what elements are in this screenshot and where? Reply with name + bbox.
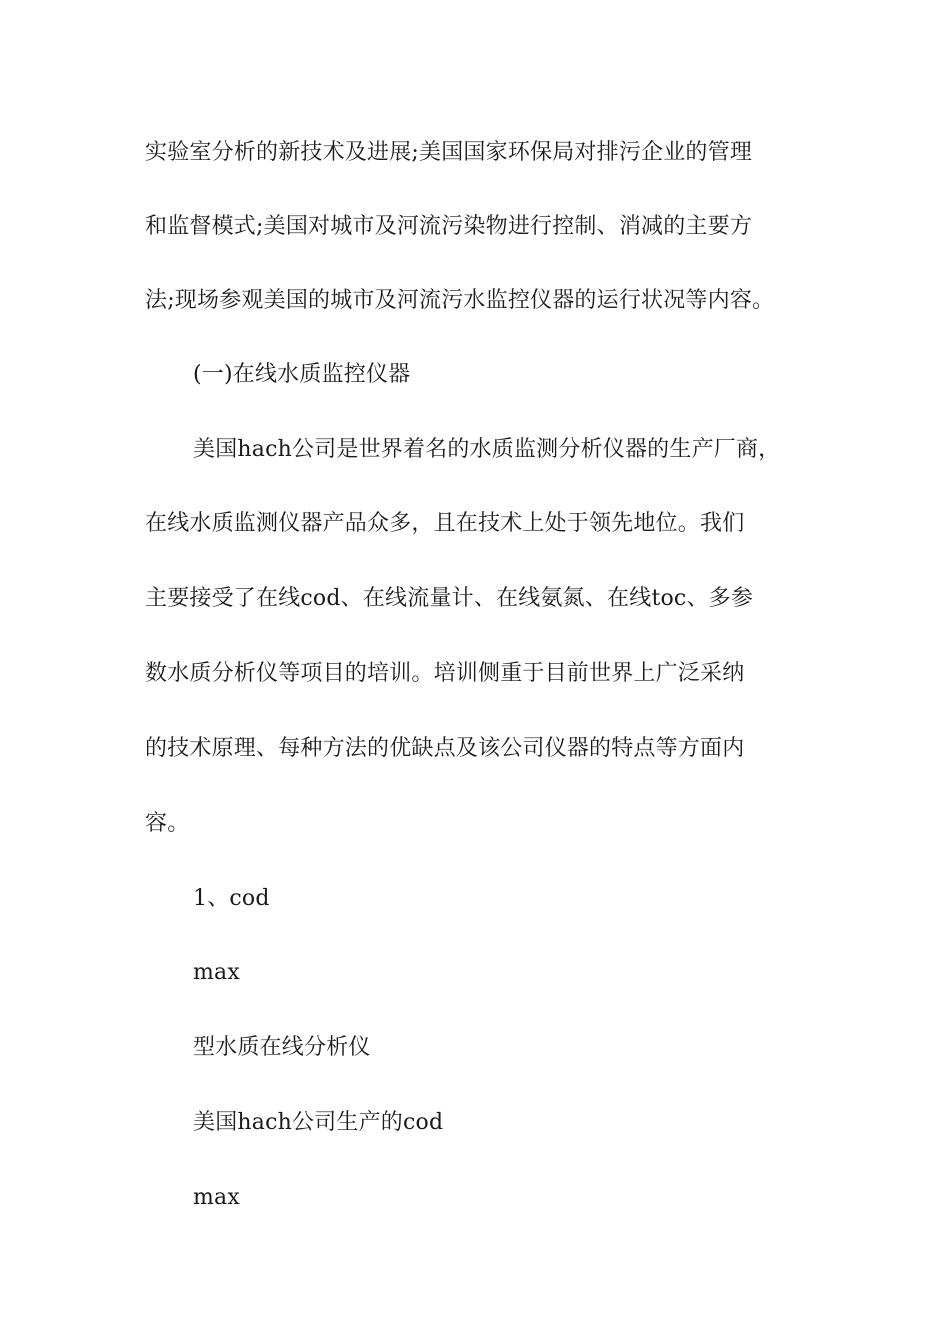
paragraph-line: 实验室分析的新技术及进展;美国国家环保局对排污企业的管理 [145,140,753,165]
subsection-heading: 1、cod [193,886,270,911]
paragraph-line: 和监督模式;美国对城市及河流污染物进行控制、消减的主要方 [145,214,753,239]
paragraph-line: max [193,1185,240,1210]
paragraph-line: 型水质在线分析仪 [193,1035,371,1060]
paragraph-line: 在线水质监测仪器产品众多，且在技术上处于领先地位。我们 [145,511,745,536]
paragraph-line: 法;现场参观美国的城市及河流污水监控仪器的运行状况等内容。 [145,288,775,313]
paragraph-line: 主要接受了在线cod、在线流量计、在线氨氮、在线toc、多参 [145,586,754,611]
paragraph-line: 的技术原理、每种方法的优缺点及该公司仪器的特点等方面内 [145,736,745,761]
section-heading: (一)在线水质监控仪器 [193,362,411,387]
paragraph-line: 美国hach公司生产的cod [193,1110,444,1135]
paragraph-line: 容。 [145,811,190,836]
paragraph-line: max [193,960,240,985]
paragraph-line: 美国hach公司是世界着名的水质监测分析仪器的生产厂商， [193,437,781,462]
paragraph-line: 数水质分析仪等项目的培训。培训侧重于目前世界上广泛采纳 [145,661,745,686]
